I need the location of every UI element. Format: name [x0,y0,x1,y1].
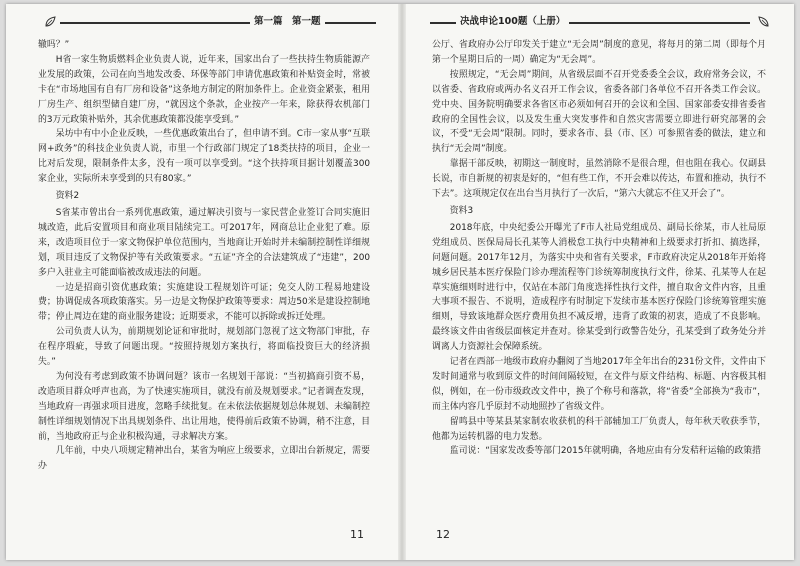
binding-gutter [398,4,406,560]
paragraph: 按照规定，“无会周”期间，从省级层面不召开党委委全会议，政府常务会议，不以省委、省政府或两办名义召开工作会议，省委各部门各单位不召开各类工作会议。党中央、国务院明确要求各省区市必须如何召开的会议和全国、国家部委安排省委省政府的全国性会议，以及发生重大突发事件和自然灾害需要立即进行研究部署的会议，不受“无会周”限制。同时，要求各市、县（市、区）可参照省委的做法，建立和执行“无会周”制度。 [432,69,766,155]
material-heading: 资料2 [55,191,80,202]
paragraph: H省一家生物质燃料企业负责人说，近年来，国家出台了一些扶持生物质能源产业发展的政策，公司在向当地发改委、环保等部门申请优惠政策和补贴资金时，常被卡在“市场地国有自有厂房和设备”这条地方制定的附加条件上。企业资金紧张，租用厂房生产、组织型储自建厂房，“就因这个条款，企业按产一年来，除获得农机部门的3万元政策补贴外，其余优惠政策都没能享受到。” [38,54,370,125]
paragraph: 一边是招商引资优惠政策；实施建设工程规划许可证；免交人防工程易地建设费；协调促成各项政策落实。另一边是文物保护政策等要求：周边50米是建设控制地带；停止周边在建的商业服务建设；近期要求，不能可以拆除或拆迁处理。 [38,282,370,323]
left-body-text [38,38,370,474]
right-body-text [432,38,766,459]
left-page [6,4,398,560]
section-title: 第一篇 第一题 [250,15,325,29]
running-header [36,15,376,29]
paragraph: 2018年底，中央纪委公开曝光了F市人社局党组成员、副局长徐某，市人社局原党组成员、医保局局长孔某等人消极怠工执行中央精神和上级要求打折扣、搞选择，问题问题。2017年12月，为落实中央和省有关要求，F市政府决定从2018年开始将城乡居民基本医疗保险门诊办理流程等门诊统筹制度执行文件，徐某、孔某等人在起草实施细则时进行中，仅站在本部门角度选择性执行文件，擅自取舍文件内容，且重大事项不报告、不说明，造成程序有时制定下发续市基本医疗保险门诊统筹管理实施细则，导致该地群众医疗费用负担不减反增，违背了政策的初衷，造成了不良影响。最终该文件由省级层面核定并查对。徐某受到行政警告处分，孔某受到了政务处分并调离人力资源社会保障系统。 [432,222,766,353]
leaf-ornament-icon [758,16,770,28]
running-header [430,15,772,29]
book-title: 决战申论100题（上册） [456,15,569,29]
book-spread [6,4,794,560]
paragraph: 几年前，中央八项规定精神出台，某省为响应上级要求，立即出台新规定，需要办 [38,446,370,472]
paragraph: 公厅、省政府办公厅印发关于建立“无会周”制度的意见，将每月的第二周（即每个月第一个星期日后的一周）确定为“无会周”。 [432,40,766,65]
page-number: 12 [436,528,450,541]
page-number: 11 [350,528,364,541]
paragraph: 呆坊中有中小企业反映，一些优惠政策出台了，但申请不到。C市一家从事“互联网+政务”的科技企业负责人说，市里一个行政部门规定了18类扶持的项目，企业一比对后发现，限制条件太多，没有一项可以享受到。“这个扶持项目据计划覆盖300家企业，实际所未享受到的只有80家。” [38,129,370,185]
paragraph: 辙吗？” [38,40,70,50]
paragraph: 留鸣县中等某县某家制农收获机的科干部辅加工厂负责人，每年秋天收获季节，他都为运转机器的电力发愁。 [432,416,766,442]
paragraph: 记者在西部一地级市政府办翻阅了当地2017年全年出台的231份文件，文件由下发时间通常与收到原文件的时间间隔较短，在文件与原文件结构、标题、内容极其相似，例如，在一份市级政改文件中，换了个称号和落款，将“省委”全部换为“我市”，而主体内容几乎原封不动地照抄了省级文件。 [432,357,766,412]
paragraph: 靠据干部反映，初期这一制度时，虽然消除不是很合理，但也阻在我心。仅副县长说，市自新规的初衷是好的，“但有些工作，不开会难以传达，布置和推动，执行不下去”。这项规定仅在出台当月执行了一次后，“第六大就忘不住又开会了”。 [432,159,766,200]
paragraph: 公司负责人认为，前期规划论证和审批时，规划部门忽视了这文物部门审批，存在程序瑕疵，导致了问题出现。“按照持规划方案执行，将面临投资巨大的经济损失。” [38,327,370,368]
leaf-ornament-icon [44,16,56,28]
paragraph: S省某市曾出台一系列优惠政策，通过解决引资与一家民营企业签订合同实施旧城改造，此后安置项目和商业项目陆续完工。可2017年，网商总让企业犯了难。原来，改造项目位于一家文物保护单位范围内，当地商让开始时并未编制控制性详细规划，项目违反了文物保护等有关政策要求。“五证”齐全的合法建筑成了“违建”，200多户入驻业主可能面临被改成违法的问题。 [38,207,370,278]
material-heading: 资料3 [449,205,474,216]
right-page [406,4,794,560]
header-rule [60,22,376,24]
paragraph: 为何没有考虑到政策不协调问题？该市一名规划干部说：“当初搞商引资不易，改造项目群众呼声也高，为了快速实施项目，就没有前及规划要求。”记者调查发现，当地政府一再强求项目进度，忽略手续批复。在未依法依据规划总体规划、未编制控制性详细规划情况下出具规划条件、出让用地，使得前后政策不协调，稍不注意，目前，当地政府正与企业积极沟通，寻求解决方案。 [38,371,370,442]
paragraph: 监司说：“国家发改委等部门2015年就明确，各地应由有分发秸秆运输的政策措 [449,446,761,457]
